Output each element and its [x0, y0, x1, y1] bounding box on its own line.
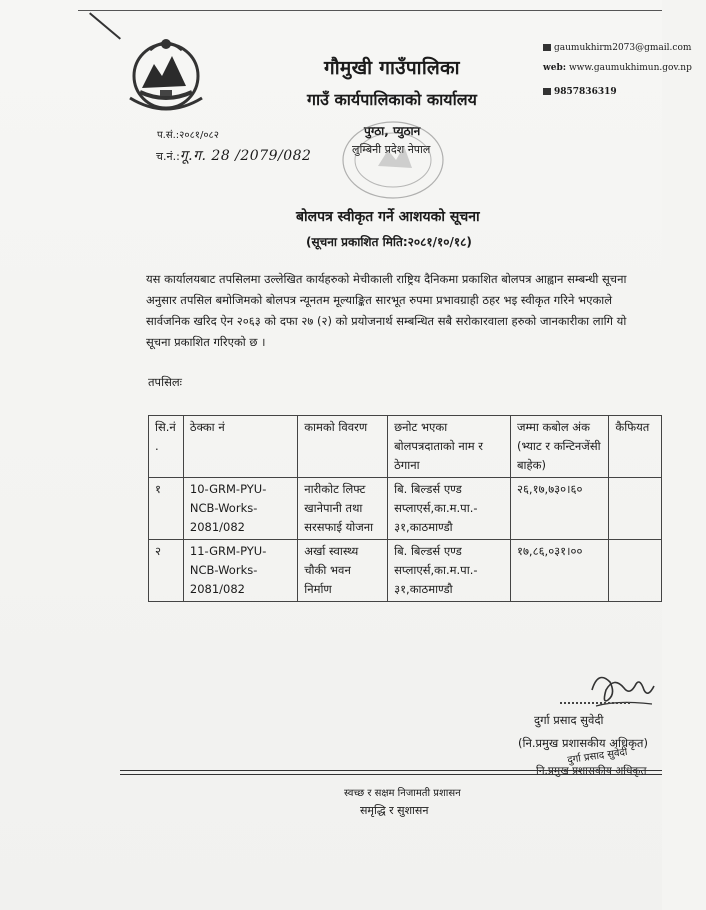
- cell-amount: २६,१७,७३०।६०: [510, 478, 608, 540]
- cell-line: खानेपानी तथा: [304, 501, 363, 515]
- header-amount: जम्मा कबोल अंक (भ्याट र कन्टिनजेंसी बाहेक): [510, 416, 608, 478]
- footer-motto-2: समृद्धि र सुशासन: [360, 804, 429, 817]
- cell-line: चौकी भवन: [304, 563, 351, 577]
- corner-mark: [89, 12, 121, 39]
- cell-line: नारीकोट लिफ्ट: [304, 482, 366, 496]
- contact-email: [543, 43, 691, 53]
- cell-line: निर्माण: [304, 582, 332, 596]
- cell-remarks: [609, 478, 662, 540]
- cell-line: 2081/082: [189, 582, 245, 596]
- table-header-row: [149, 416, 662, 478]
- header-sn: सि.नं .: [149, 416, 184, 478]
- cell-line: 10-GRM-PYU-: [189, 482, 267, 496]
- cell-line: 2081/082: [189, 520, 245, 534]
- cell-line: ३१,काठमाण्डौ: [394, 582, 453, 596]
- cell-bidder: [388, 478, 511, 540]
- location-line-2: लुम्बिनी प्रदेश नेपाल: [352, 143, 431, 156]
- notice-title: बोलपत्र स्वीकृत गर्ने आशयको सूचना: [296, 209, 480, 225]
- paragraph-line: सार्वजनिक खरिद ऐन २०६३ को दफा २७ (२) को प्रयोजनार्थ सम्बन्धित सबै सरोकारवाला हरुको जानकारीका लागि यो: [146, 314, 627, 328]
- dispatch-label: च.नं.:: [156, 150, 180, 163]
- cell-description: [298, 540, 388, 602]
- table-row: [149, 478, 662, 540]
- cell-sn: २: [149, 540, 184, 602]
- footer-rule: [120, 770, 662, 771]
- signatory-title: (नि.प्रमुख प्रशासकीय अधिकृत): [518, 736, 648, 750]
- cell-contract: [183, 478, 297, 540]
- cell-line: NCB-Works-: [189, 501, 258, 515]
- dispatch-handwritten: गू.ग. 28 /2079/082: [179, 148, 312, 164]
- phone-text: 9857836319: [554, 87, 617, 97]
- cell-line: सप्लाएर्स,का.म.पा.-: [394, 563, 478, 577]
- cell-line: सरसफाई योजना: [304, 520, 374, 534]
- reference-number: प.सं.:२०८१/०८२: [157, 130, 219, 141]
- header-bidder: छनोट भएका बोलपत्रदाताको नाम र ठेगाना: [388, 416, 511, 478]
- table-row: [149, 540, 662, 602]
- office-subtitle: गाउँ कार्यपालिकाको कार्यालय: [307, 90, 477, 109]
- cell-sn: १: [149, 478, 184, 540]
- tender-table: [148, 415, 662, 602]
- footer-motto-1: स्वच्छ र सक्षम निजामती प्रशासन: [344, 788, 461, 799]
- phone-icon: [543, 88, 551, 95]
- office-stamp-icon: [338, 116, 448, 204]
- cell-line: ३१,काठमाण्डौ: [394, 520, 453, 534]
- cell-line: बि. बिल्डर्स एण्ड: [394, 482, 462, 496]
- cell-line: अर्खा स्वास्थ्य: [304, 544, 359, 558]
- signatory-stamp-name: दुर्गा प्रसाद सुवेदी: [566, 746, 629, 767]
- cell-line: सप्लाएर्स,का.म.पा.-: [394, 501, 478, 515]
- contact-web: [543, 63, 692, 73]
- signatory-stamp-title: नि.प्रमुख प्रशासकीय अधिकृत: [536, 765, 647, 777]
- paragraph-line: सूचना प्रकाशित गरिएको छ ।: [146, 335, 266, 349]
- email-icon: [543, 44, 551, 51]
- web-label: web:: [543, 63, 567, 73]
- cell-bidder: [388, 540, 511, 602]
- cell-description: [298, 478, 388, 540]
- header-contract: ठेक्का नं: [183, 416, 297, 478]
- dispatch-number: [156, 146, 311, 165]
- nepal-emblem-icon: [120, 28, 212, 114]
- cell-remarks: [609, 540, 662, 602]
- cell-line: 11-GRM-PYU-: [189, 544, 267, 558]
- signature-line: [560, 702, 630, 704]
- web-text: www.gaumukhimun.gov.np: [568, 63, 692, 73]
- header-description: कामको विवरण: [298, 416, 388, 478]
- cell-amount: १७,८६,०३१।००: [510, 540, 608, 602]
- header-remarks: कैफियत: [609, 416, 662, 478]
- email-text: gaumukhirm2073@gmail.com: [554, 43, 692, 53]
- cell-line: बि. बिल्डर्स एण्ड: [394, 544, 462, 558]
- contact-phone: [543, 87, 617, 97]
- cell-contract: [183, 540, 297, 602]
- location-line-1: पुग्ठा, प्युठान: [364, 124, 421, 138]
- notice-paragraph: [146, 269, 706, 353]
- cell-line: NCB-Works-: [189, 563, 258, 577]
- top-rule: [78, 10, 662, 11]
- notice-publish-date: (सूचना प्रकाशित मिति:२०८१/१०/१८): [306, 235, 472, 249]
- paragraph-line: यस कार्यालयबाट तपसिलमा उल्लेखित कार्यहरुको मेचीकाली राष्ट्रिय दैनिकमा प्रकाशित बोलपत्र आह्वान सम्बन्धी सूचना: [146, 272, 627, 286]
- office-name: गौमुखी गाउँपालिका: [324, 57, 460, 79]
- signatory-name: दुर्गा प्रसाद सुवेदी: [534, 713, 604, 727]
- footer-rule-thin: [120, 774, 662, 775]
- details-label: तपसिलः: [148, 375, 182, 389]
- paragraph-line: अनुसार तपसिल बमोजिमको बोलपत्र न्यूनतम मूल्याङ्कित सारभूत रुपमा प्रभावग्राही ठहर भइ स्वीकृत गरिने भएकाले: [146, 293, 613, 307]
- handwritten-signature-icon: [588, 660, 658, 715]
